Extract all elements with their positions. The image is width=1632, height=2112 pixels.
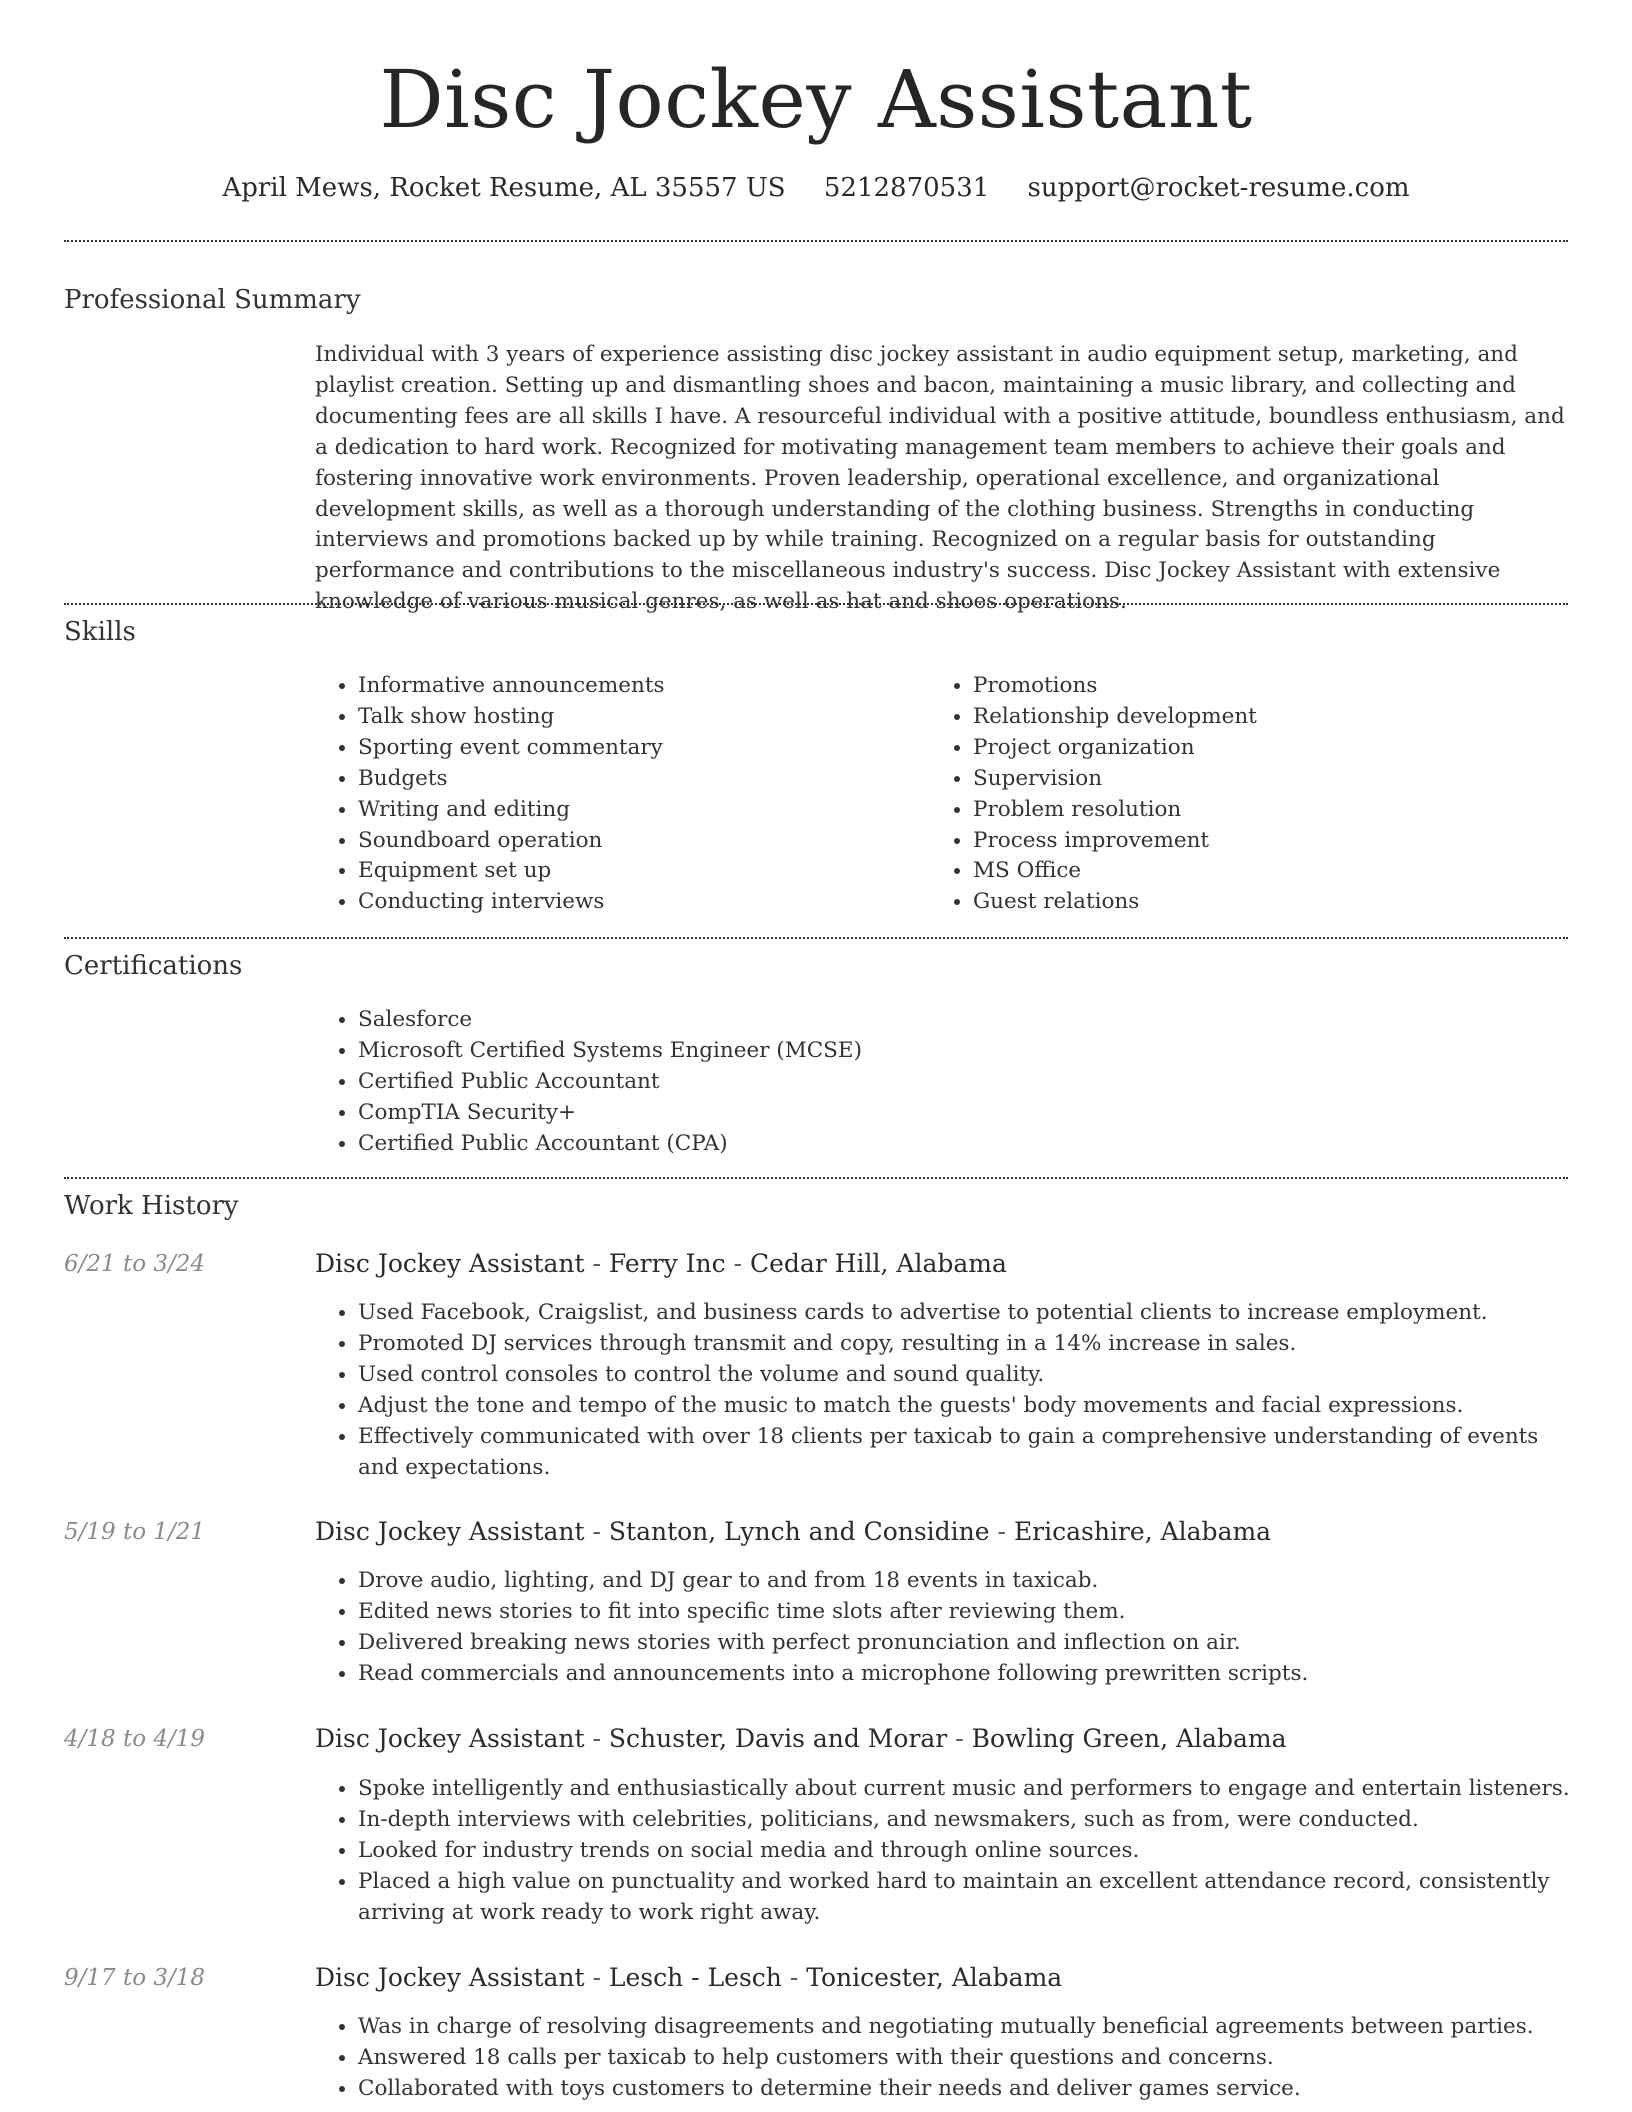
job-dates: 4/18 to 4/19 — [64, 1726, 206, 1752]
section-title-skills: Skills — [64, 617, 136, 647]
skill-item: • Budgets — [358, 764, 918, 795]
job-title: Disc Jockey Assistant - Ferry Inc - Cedar Hill, Alabama — [315, 1249, 1007, 1278]
certifications-list — [314, 1005, 1558, 1160]
job-title: Disc Jockey Assistant - Stanton, Lynch and Considine - Ericashire, Alabama — [315, 1517, 1272, 1546]
job-bullet: • Looked for industry trends on social media and through online sources. — [358, 1836, 1570, 1867]
job-bullet: • Was in charge of resolving disagreements and negotiating mutually beneficial agreements between parties. — [358, 2012, 1570, 2043]
job-location: Ericashire, Alabama — [1013, 1517, 1272, 1546]
job-location: Tonicester, Alabama — [806, 1963, 1063, 1992]
job-dates: 9/17 to 3/18 — [64, 1965, 206, 1991]
job-role: Disc Jockey Assistant — [315, 1963, 585, 1992]
job-bullets — [314, 2012, 1570, 2105]
skill-item: • Process improvement — [973, 826, 1573, 857]
section-title-work-history: Work History — [64, 1191, 239, 1221]
skill-item: • Equipment set up — [358, 856, 918, 887]
skills-list-left — [314, 671, 918, 918]
job-bullet: • Adjust the tone and tempo of the music to match the guests' body movements and facial expressions. — [358, 1391, 1570, 1422]
section-title-certifications: Certifications — [64, 951, 243, 981]
job-bullet: • Used Facebook, Craigslist, and business cards to advertise to potential clients to increase employment. — [358, 1298, 1570, 1329]
skill-item: • MS Office — [973, 856, 1573, 887]
job-bullet: • Delivered breaking news stories with perfect pronunciation and inflection on air. — [358, 1628, 1570, 1659]
skill-item: • Supervision — [973, 764, 1573, 795]
certification-item: • CompTIA Security+ — [358, 1098, 1558, 1129]
skill-item: • Soundboard operation — [358, 826, 918, 857]
job-bullets — [314, 1566, 1570, 1690]
job-role: Disc Jockey Assistant — [315, 1724, 585, 1753]
skill-item: • Problem resolution — [973, 795, 1573, 826]
job-dates: 6/21 to 3/24 — [64, 1251, 206, 1277]
skill-item: • Promotions — [973, 671, 1573, 702]
job-bullet: • Placed a high value on punctuality and worked hard to maintain an excellent attendance record, consistently arriving at work ready to work right away. — [358, 1867, 1570, 1929]
job-bullet: • Answered 18 calls per taxicab to help customers with their questions and concerns. — [358, 2043, 1570, 2074]
skills-list-right — [929, 671, 1573, 918]
job-bullets — [314, 1774, 1570, 1929]
job-bullet: • Spoke intelligently and enthusiastically about current music and performers to engage and entertain listeners. — [358, 1774, 1570, 1805]
skill-item: • Conducting interviews — [358, 887, 918, 918]
job-company: Lesch - Lesch — [608, 1963, 782, 1992]
certification-item: • Certified Public Accountant — [358, 1067, 1558, 1098]
header-divider — [64, 240, 1568, 242]
job-title: Disc Jockey Assistant - Schuster, Davis and Morar - Bowling Green, Alabama — [315, 1724, 1287, 1753]
job-bullet: • Effectively communicated with over 18 clients per taxicab to gain a comprehensive understanding of events and expectations. — [358, 1422, 1570, 1484]
job-dates: 5/19 to 1/21 — [64, 1519, 206, 1545]
job-company: Schuster, Davis and Morar — [608, 1724, 948, 1753]
job-role: Disc Jockey Assistant — [315, 1517, 585, 1546]
summary-divider — [64, 603, 1568, 605]
skill-item: • Writing and editing — [358, 795, 918, 826]
skill-item: • Talk show hosting — [358, 702, 918, 733]
job-bullet: • Promoted DJ services through transmit and copy, resulting in a 14% increase in sales. — [358, 1329, 1570, 1360]
summary-text: Individual with 3 years of experience assisting disc jockey assistant in audio equipment setup, marketing, and playlist creation. Setting up and dismantling shoes and bacon, maintaining a music library, and collecting and documenting fees are all skills I have. A resourceful individual with a positive attitude, boundless enthusiasm, and a dedication to hard work. Recognized for motivating management team members to achieve their goals and fostering innovative work environments. Proven leadership, operational excellence, and organizational development skills, as well as a thorough understanding of the clothing business. Strengths in conducting interviews and promotions backed up by while training. Recognized on a regular basis for outstanding performance and contributions to the miscellaneous industry's success. Disc Jockey Assistant with extensive knowledge of various musical genres, as well as hat and shoes operations. — [315, 342, 1565, 615]
job-role: Disc Jockey Assistant — [315, 1249, 585, 1278]
job-title: Disc Jockey Assistant - Lesch - Lesch - Tonicester, Alabama — [315, 1963, 1063, 1992]
skill-item: • Guest relations — [973, 887, 1573, 918]
certification-item: • Salesforce — [358, 1005, 1558, 1036]
job-location: Bowling Green, Alabama — [971, 1724, 1287, 1753]
job-location: Cedar Hill, Alabama — [750, 1249, 1007, 1278]
job-bullets — [314, 1298, 1570, 1483]
skill-item: • Relationship development — [973, 702, 1573, 733]
skill-item: • Project organization — [973, 733, 1573, 764]
job-bullet: • Edited news stories to fit into specific time slots after reviewing them. — [358, 1597, 1570, 1628]
contact-line — [0, 170, 1632, 206]
skills-divider — [64, 937, 1568, 939]
job-bullet: • Used control consoles to control the volume and sound quality. — [358, 1360, 1570, 1391]
contact-email: support@rocket-resume.com — [1027, 173, 1410, 203]
resume-name: Disc Jockey Assistant — [379, 53, 1253, 146]
skill-item: • Informative announcements — [358, 671, 918, 702]
contact-phone: 5212870531 — [823, 173, 990, 203]
section-title-summary: Professional Summary — [64, 285, 361, 315]
certification-item: • Certified Public Accountant (CPA) — [358, 1129, 1558, 1160]
job-company: Stanton, Lynch and Considine — [608, 1517, 990, 1546]
certifications-divider — [64, 1177, 1568, 1179]
job-bullet: • In-depth interviews with celebrities, politicians, and newsmakers, such as from, were conducted. — [358, 1805, 1570, 1836]
certification-item: • Microsoft Certified Systems Engineer (MCSE) — [358, 1036, 1558, 1067]
skill-item: • Sporting event commentary — [358, 733, 918, 764]
contact-address: April Mews, Rocket Resume, AL 35557 US — [222, 173, 786, 203]
job-bullet: • Collaborated with toys customers to determine their needs and deliver games service. — [358, 2074, 1570, 2105]
job-bullet: • Read commercials and announcements into a microphone following prewritten scripts. — [358, 1659, 1570, 1690]
job-bullet: • Drove audio, lighting, and DJ gear to and from 18 events in taxicab. — [358, 1566, 1570, 1597]
job-company: Ferry Inc — [608, 1249, 726, 1278]
